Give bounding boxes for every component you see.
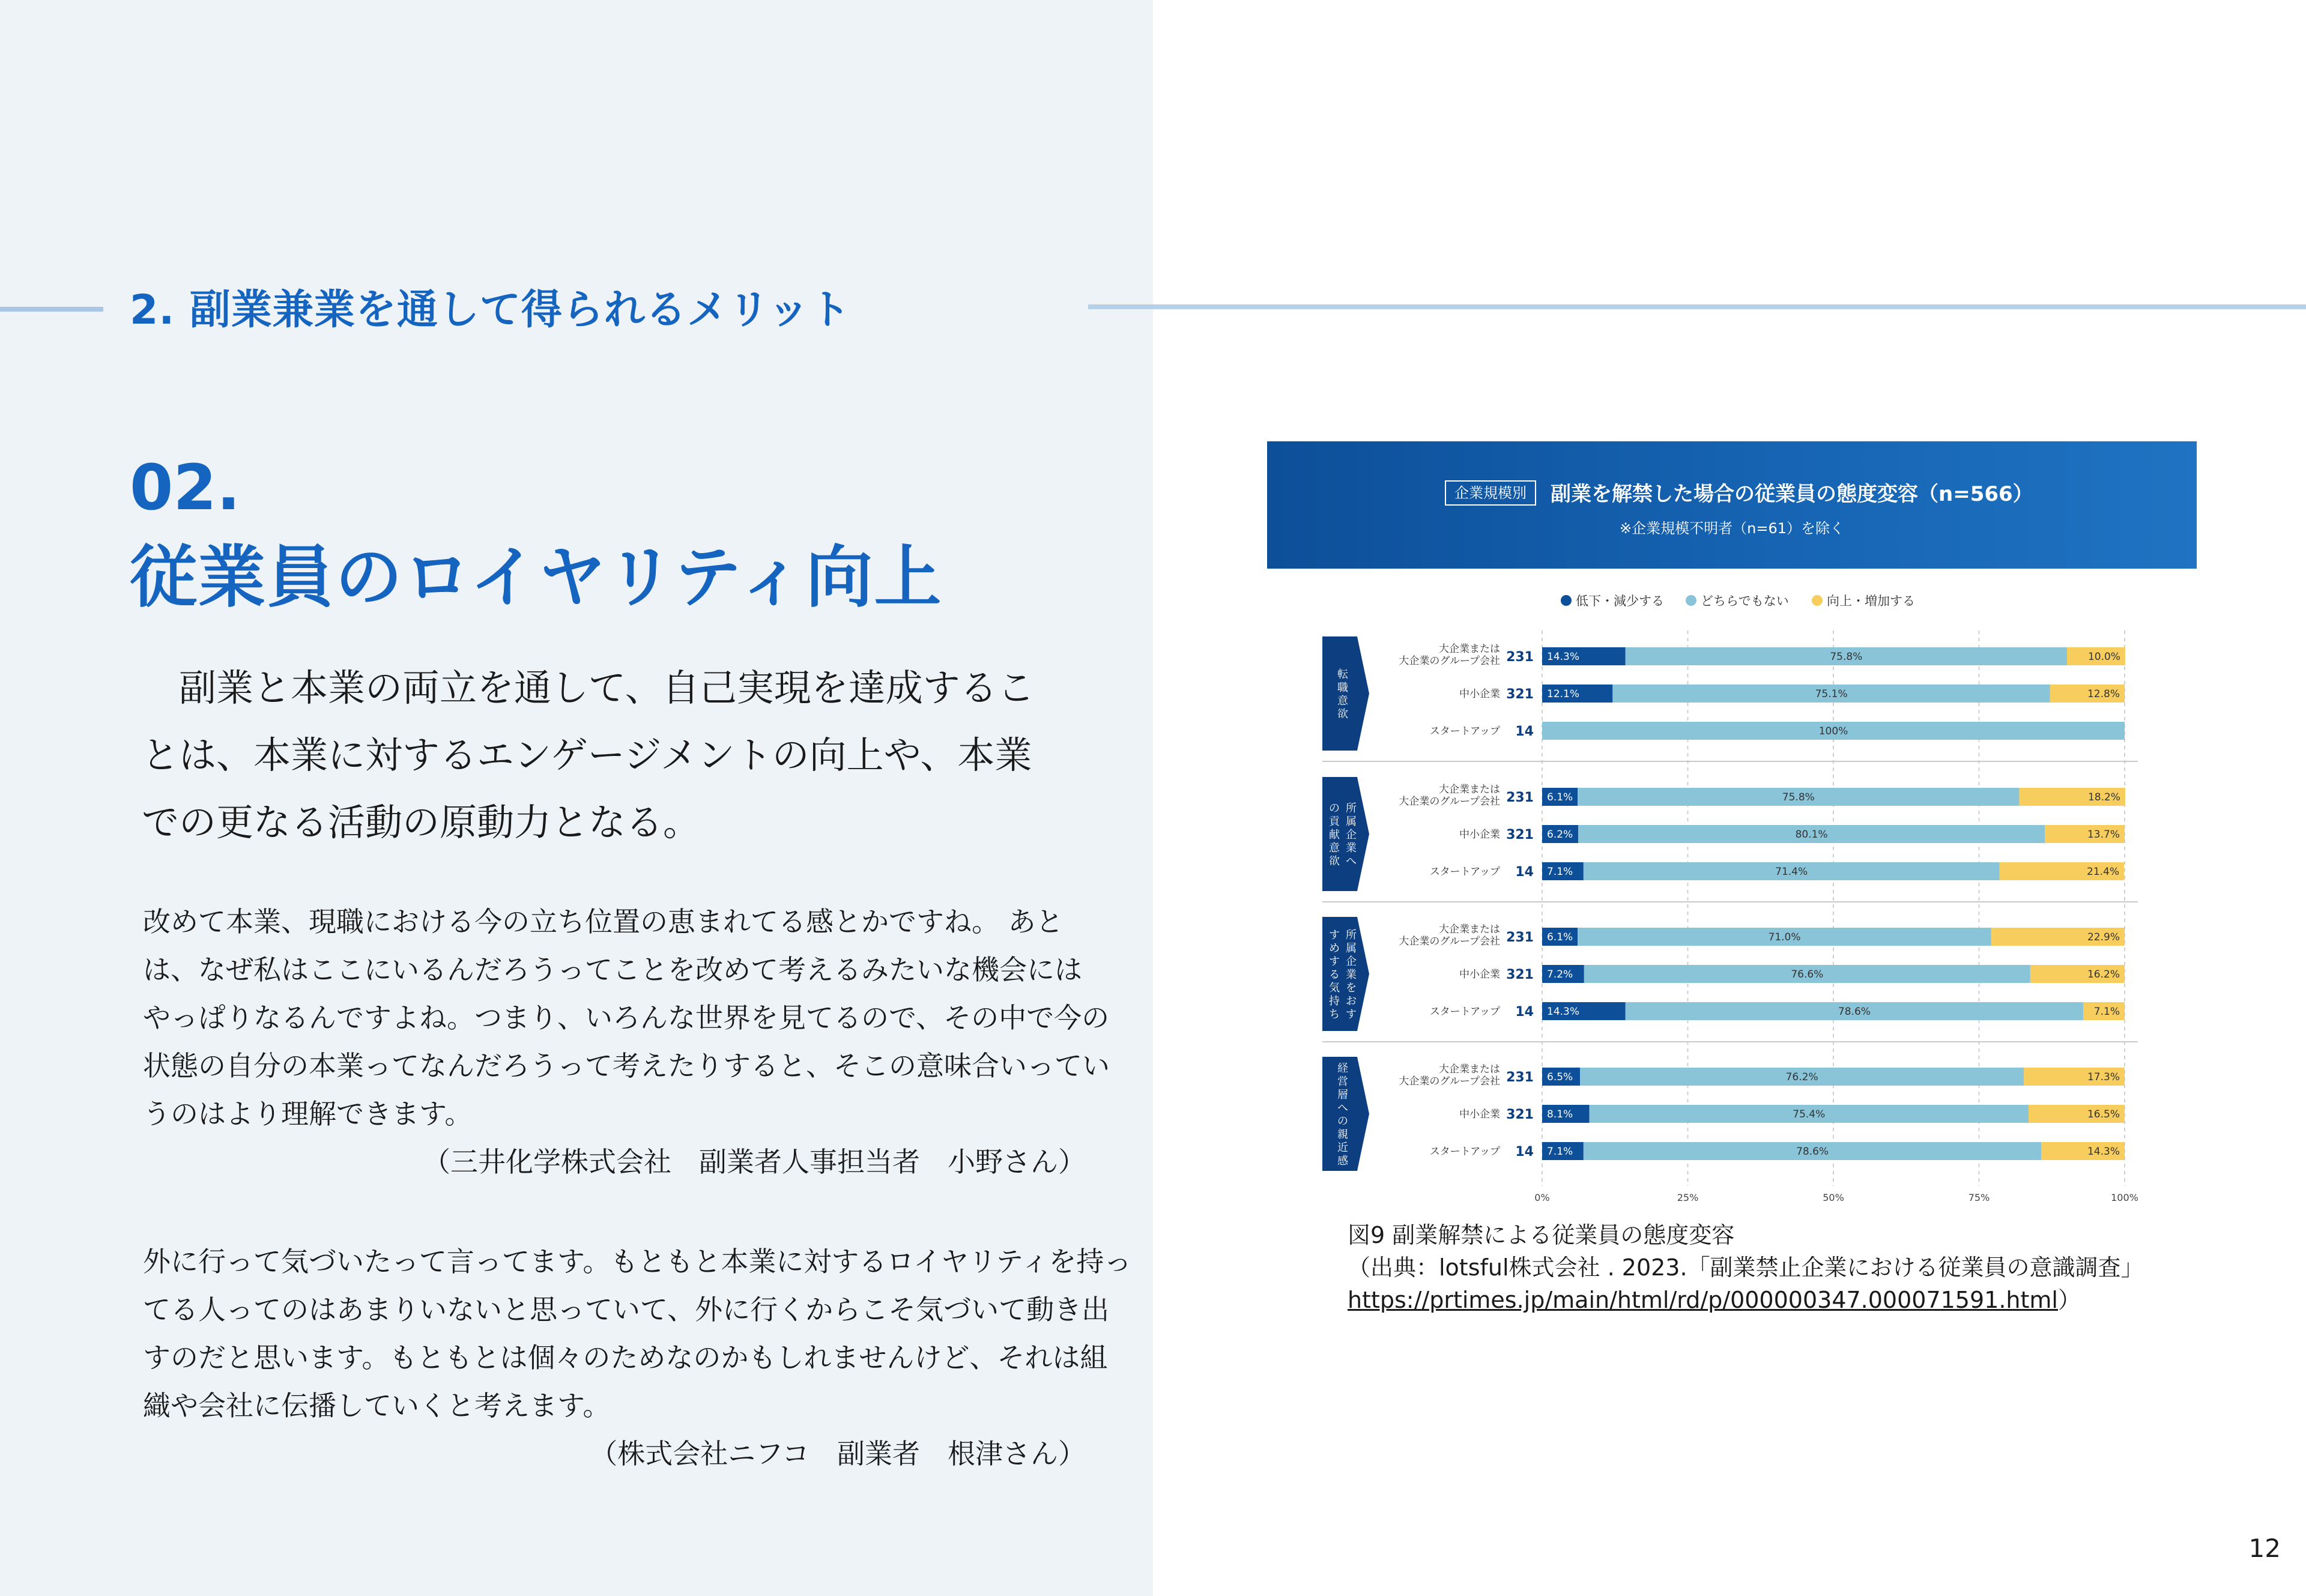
row-category-label: 大企業または: [1439, 1063, 1500, 1075]
group-label-char: 欲: [1337, 708, 1348, 721]
interview-quote-1: [143, 898, 1110, 1186]
quote-line: は、なぜ私はここにいるんだろうってことを改めて考えるみたいな機会には: [143, 954, 1082, 986]
section-divider-right: [1088, 304, 2306, 309]
row-n-label: 14: [1515, 724, 1534, 739]
bar-data-label: 14.3%: [2087, 1146, 2120, 1158]
group-label-char: 近: [1337, 1141, 1348, 1154]
bar-data-label: 18.2%: [2087, 791, 2120, 803]
bar-data-label: 17.3%: [2087, 1071, 2120, 1083]
row-category-label: 大企業のグループ会社: [1399, 655, 1500, 667]
group-label-char: 業: [1346, 969, 1357, 981]
row-category-label: 中小企業: [1459, 969, 1500, 981]
bar-data-label: 71.0%: [1768, 931, 1801, 943]
chart-header: [1267, 441, 2197, 569]
bar-data-label: 6.2%: [1547, 829, 1573, 841]
quote-line: 改めて本業、現職における今の立ち位置の恵まれてる感とかですね。 あと: [143, 905, 1064, 938]
quote-attribution: （三井化学株式会社 副業者人事担当者 小野さん）: [423, 1146, 1086, 1178]
bar-data-label: 7.2%: [1547, 969, 1573, 981]
bar-data-label: 8.1%: [1547, 1108, 1573, 1120]
chart-subtitle: ※企業規模不明者（n=61）を除く: [1620, 520, 1844, 537]
lead-paragraph: [142, 654, 1091, 856]
legend-label: どちらでもない: [1701, 594, 1789, 608]
bar-data-label: 78.6%: [1838, 1006, 1871, 1018]
bar-data-label: 76.2%: [1785, 1071, 1818, 1083]
group-label-char: を: [1346, 982, 1357, 994]
bar-data-label: 75.8%: [1830, 651, 1863, 663]
bar-data-label: 13.7%: [2087, 829, 2120, 841]
legend-label: 向上・増加する: [1827, 594, 1915, 608]
bar-data-label: 80.1%: [1795, 829, 1828, 841]
bar-data-label: 100%: [1818, 725, 1848, 737]
x-tick-label: 50%: [1823, 1192, 1844, 1203]
group-label-char: 業: [1346, 842, 1357, 854]
row-n-label: 321: [1506, 1107, 1534, 1122]
group-label-char: 献: [1329, 829, 1340, 841]
group-label-char: へ: [1346, 855, 1357, 868]
row-n-label: 321: [1506, 687, 1534, 702]
source-link[interactable]: https://prtimes.jp/main/html/rd/p/000000347.000071591.html: [1348, 1287, 2058, 1313]
quote-line: やっぱりなるんですよね。つまり、いろんな世界を見てるので、その中で今の: [143, 1002, 1110, 1034]
x-tick-label: 25%: [1677, 1192, 1699, 1203]
row-n-label: 14: [1515, 1005, 1534, 1020]
bar-data-label: 76.6%: [1791, 969, 1824, 981]
row-category-label: スタートアップ: [1429, 866, 1500, 878]
group-label-char: め: [1329, 942, 1340, 955]
bar-data-label: 75.4%: [1793, 1108, 1826, 1120]
caption-title: 図9 副業解禁による従業員の態度変容: [1348, 1222, 1735, 1248]
caption-close: ）: [2057, 1287, 2081, 1313]
chart-badge: 企業規模別: [1445, 480, 1536, 506]
group-label-char: す: [1329, 955, 1340, 968]
quote-line: 外に行って気づいたって言ってます。もともと本業に対するロイヤリティを持っ: [143, 1245, 1132, 1278]
x-tick-label: 100%: [2111, 1192, 2138, 1203]
group-label-char: 職: [1337, 682, 1348, 694]
row-category-label: スタートアップ: [1429, 725, 1500, 737]
group-label-char: 親: [1337, 1128, 1348, 1141]
row-category-label: 大企業のグループ会社: [1399, 1075, 1500, 1087]
row-n-label: 321: [1506, 827, 1534, 842]
group-label-char: 持: [1329, 995, 1340, 1008]
stacked-bar-chart: [1267, 576, 2197, 1207]
caption-source: （出典：lotsful株式会社 . 2023.「副業禁止企業における従業員の意識調査」: [1348, 1254, 2144, 1281]
row-n-label: 231: [1506, 650, 1534, 665]
group-label-char: 気: [1329, 982, 1340, 994]
bar-data-label: 14.3%: [1547, 651, 1580, 663]
row-category-label: 大企業のグループ会社: [1399, 936, 1500, 948]
quote-line: 状態の自分の本業ってなんだろうって考えたりすると、そこの意味合いってい: [143, 1050, 1110, 1082]
bar-data-label: 75.8%: [1782, 791, 1815, 803]
bar-data-label: 10.0%: [2087, 651, 2120, 663]
group-label-char: 感: [1337, 1155, 1348, 1167]
lead-line: とは、本業に対するエンゲージメントの向上や、本業: [142, 733, 1032, 777]
x-tick-label: 0%: [1534, 1192, 1550, 1203]
group-label-char: 転: [1337, 668, 1348, 681]
row-category-label: 大企業のグループ会社: [1399, 796, 1500, 808]
group-label-char: の: [1329, 802, 1340, 815]
group-label-char: お: [1346, 995, 1357, 1008]
item-number: 02.: [130, 451, 241, 524]
quote-line: てる人ってのはあまりいないと思っていて、外に行くからこそ気づいて動き出: [143, 1293, 1110, 1326]
legend-swatch: [1686, 595, 1696, 606]
lead-line: 副業と本業の両立を通して、自己実現を達成するこ: [142, 666, 1035, 710]
section-title: 2. 副業兼業を通して得られるメリット: [130, 286, 852, 334]
section-divider-left: [0, 307, 103, 312]
item-title: 従業員のロイヤリティ向上: [130, 539, 943, 617]
group-label-char: 欲: [1329, 855, 1340, 868]
bar-data-label: 16.2%: [2087, 969, 2120, 981]
group-label-char: 営: [1337, 1075, 1348, 1088]
group-label-char: 意: [1337, 695, 1348, 707]
bar-data-label: 6.1%: [1547, 791, 1573, 803]
group-label-char: 企: [1346, 955, 1357, 968]
row-category-label: 中小企業: [1459, 829, 1500, 841]
group-label-char: 経: [1337, 1062, 1348, 1075]
bar-data-label: 78.6%: [1796, 1146, 1829, 1158]
bar-data-label: 7.1%: [1547, 1146, 1573, 1158]
page-number: 12: [2248, 1534, 2281, 1563]
group-label-char: 貢: [1329, 815, 1340, 828]
quote-line: 織や会社に伝播していくと考えます。: [143, 1389, 611, 1422]
quote-attribution: （株式会社ニフコ 副業者 根津さん）: [590, 1437, 1086, 1470]
group-label-char: の: [1337, 1115, 1348, 1128]
bar-data-label: 12.8%: [2087, 688, 2120, 700]
row-n-label: 231: [1506, 790, 1534, 805]
chart-title: 副業を解禁した場合の従業員の態度変容（n=566）: [1551, 482, 2033, 506]
row-n-label: 231: [1506, 1070, 1534, 1085]
group-label-char: 属: [1346, 815, 1357, 828]
group-label-char: す: [1329, 929, 1340, 942]
bar-data-label: 7.1%: [1547, 866, 1573, 878]
group-label-char: 企: [1346, 829, 1357, 841]
legend-swatch: [1561, 595, 1572, 606]
group-label-char: 意: [1329, 842, 1340, 854]
row-category-label: 中小企業: [1459, 688, 1500, 700]
bar-data-label: 6.1%: [1547, 931, 1573, 943]
bar-data-label: 7.1%: [2093, 1006, 2120, 1018]
caption-url-line: [1348, 1284, 2144, 1316]
quote-line: すのだと思います。もともとは個々のためなのかもしれませんけど、それは組: [143, 1341, 1108, 1374]
group-label-char: 所: [1346, 929, 1357, 942]
row-category-label: スタートアップ: [1429, 1146, 1500, 1158]
group-label-char: へ: [1337, 1102, 1348, 1114]
group-label-char: 所: [1346, 802, 1357, 815]
bar-data-label: 21.4%: [2087, 866, 2120, 878]
bar-data-label: 6.5%: [1547, 1071, 1573, 1083]
row-category-label: 大企業または: [1439, 784, 1500, 796]
row-n-label: 14: [1515, 1144, 1534, 1159]
bar-data-label: 12.1%: [1547, 688, 1580, 700]
row-category-label: 大企業または: [1439, 923, 1500, 936]
quote-line: うのはより理解できます。: [143, 1098, 473, 1130]
row-category-label: 大企業または: [1439, 643, 1500, 655]
bar-data-label: 22.9%: [2087, 931, 2120, 943]
bar-data-label: 75.1%: [1815, 688, 1848, 700]
row-category-label: スタートアップ: [1429, 1006, 1500, 1018]
legend-label: 低下・減少する: [1576, 594, 1664, 608]
group-label-char: 属: [1346, 942, 1357, 955]
group-label-char: す: [1346, 1008, 1357, 1021]
row-category-label: 中小企業: [1459, 1108, 1500, 1120]
group-label-char: 層: [1337, 1089, 1348, 1101]
bar-data-label: 14.3%: [1547, 1006, 1580, 1018]
legend-swatch: [1812, 595, 1823, 606]
group-label-char: る: [1329, 969, 1340, 981]
figure-caption: [1348, 1219, 2144, 1316]
x-tick-label: 75%: [1968, 1192, 1990, 1203]
bar-data-label: 71.4%: [1775, 866, 1808, 878]
interview-quote-2: [143, 1238, 1132, 1478]
bar-data-label: 16.5%: [2087, 1108, 2120, 1120]
group-label-char: ち: [1329, 1008, 1340, 1021]
row-n-label: 231: [1506, 930, 1534, 945]
row-n-label: 321: [1506, 967, 1534, 982]
lead-line: での更なる活動の原動力となる。: [142, 800, 701, 844]
row-n-label: 14: [1515, 865, 1534, 880]
